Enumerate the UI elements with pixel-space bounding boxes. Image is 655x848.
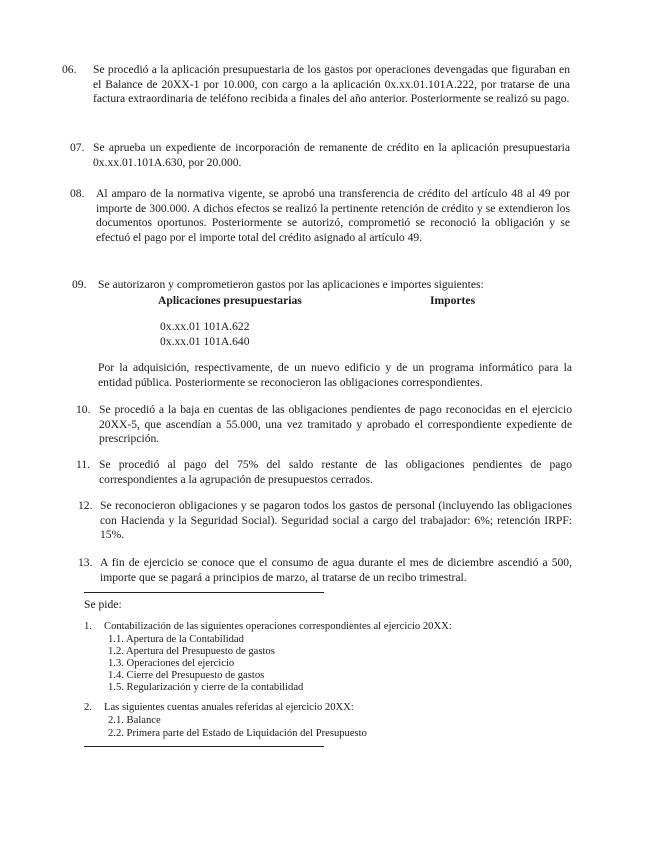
item-number: 09.	[72, 278, 87, 291]
table-header-applications: Aplicaciones presupuestarias	[158, 294, 302, 307]
item-number: 08.	[70, 187, 85, 200]
item-number: 13.	[78, 556, 93, 569]
sub-1-4	[108, 670, 264, 683]
sub-text: Operaciones del ejercicio	[126, 658, 235, 669]
sub-number: 1.3.	[108, 658, 124, 669]
question-1	[84, 621, 564, 634]
item-06	[62, 63, 570, 107]
sub-1-1	[108, 634, 244, 647]
sub-number: 2.2.	[108, 728, 124, 739]
question-text: Las siguientes cuentas anuales referidas al ejercicio 20XX:	[104, 702, 354, 713]
sub-number: 1.5.	[108, 682, 124, 693]
item-13	[78, 556, 572, 585]
item-text: Se procedió a la aplicación presupuestaria de los gastos por operaciones devengadas que figuraban en el Balance de 20XX-1 por 10.000, con cargo a la aplicación 0x.xx.01.101A.222, por tratarse de una factura extraordinaria de teléfono recibida a finales del año anterior. Posteriormente se realizó su pago.	[93, 63, 570, 106]
item-text: Se autorizaron y comprometieron gastos por las aplicaciones e importes siguientes:	[98, 278, 484, 291]
item-text: Se procedió al pago del 75% del saldo restante de las obligaciones pendientes de pago correspondientes a la agrupación de presupuestos cerrados.	[99, 458, 572, 486]
question-2	[84, 702, 564, 715]
sub-number: 1.1.	[108, 634, 124, 645]
sub-text: Apertura de la Contabilidad	[125, 634, 244, 645]
sub-text: Balance	[126, 715, 161, 726]
table-row-app: 0x.xx.01 101A.640	[160, 335, 250, 348]
item-text: A fin de ejercicio se conoce que el consumo de agua durante el mes de diciembre ascendió a 500, importe que se pagará a principios de marzo, al tratarse de un recibo trimestral.	[100, 556, 572, 584]
sub-1-5	[108, 682, 303, 695]
divider-bottom	[84, 746, 324, 747]
sub-number: 1.2.	[108, 646, 124, 657]
item-08	[70, 187, 570, 245]
item-number: 12.	[78, 499, 93, 512]
item-09	[72, 278, 572, 293]
table-note: Por la adquisición, respectivamente, de un nuevo edificio y de un programa informático para la entidad pública. Posteriormente se reconocieron las obligaciones correspondientes.	[98, 361, 572, 389]
table-row-app: 0x.xx.01 101A.622	[160, 320, 250, 333]
sub-text: Cierre del Presupuesto de gastos	[126, 670, 265, 681]
item-number: 07.	[70, 141, 85, 154]
sub-1-3	[108, 658, 234, 671]
item-number: 10.	[76, 403, 91, 416]
item-text: Al amparo de la normativa vigente, se aprobó una transferencia de crédito del artículo 48 al 49 por importe de 300.000. A dichos efectos se realizó la pertinente retención de crédito y se extendieron los documentos oportunos. Posteriormente se autorizó, comprometió se reconoció la obligación y se efectuó el pago por el importe total del crédito asignado al artículo 49.	[96, 187, 570, 244]
sub-number: 1.4.	[108, 670, 124, 681]
pide-title: Se pide:	[84, 598, 122, 611]
question-number: 1.	[84, 621, 92, 632]
sub-number: 2.1.	[108, 715, 124, 726]
sub-text: Regularización y cierre de la contabilidad	[126, 682, 304, 693]
sub-text: Primera parte del Estado de Liquidación del Presupuesto	[126, 728, 367, 739]
item-07	[70, 141, 570, 170]
item-11	[76, 458, 572, 487]
item-number: 11.	[76, 458, 91, 471]
divider-top	[84, 592, 324, 593]
item-text: Se reconocieron obligaciones y se pagaron todos los gastos de personal (incluyendo las obligaciones con Hacienda y la Seguridad Social). Seguridad social a cargo del trabajador: 6%; retención IRPF: 15%.	[100, 499, 572, 542]
item-number: 06.	[62, 63, 77, 76]
item-10	[76, 403, 572, 447]
sub-2-1	[108, 715, 161, 728]
sub-2-2	[108, 728, 367, 741]
item-12	[78, 499, 572, 543]
table-header-amounts: Importes	[430, 294, 476, 307]
sub-1-2	[108, 646, 275, 659]
item-text: Se aprueba un expediente de incorporación de remanente de crédito en la aplicación presupuestaria 0x.xx.01.101A.630, por 20.000.	[93, 141, 570, 169]
item-text: Se procedió a la baja en cuentas de las obligaciones pendientes de pago reconocidas en el ejercicio 20XX-5, que ascendían a 55.000, una vez tramitado y aprobado el correspondiente expediente de prescripción.	[99, 403, 572, 446]
sub-text: Apertura del Presupuesto de gastos	[125, 646, 275, 657]
question-number: 2.	[84, 702, 92, 713]
question-text: Contabilización de las siguientes operaciones correspondientes al ejercicio 20XX:	[104, 621, 452, 632]
